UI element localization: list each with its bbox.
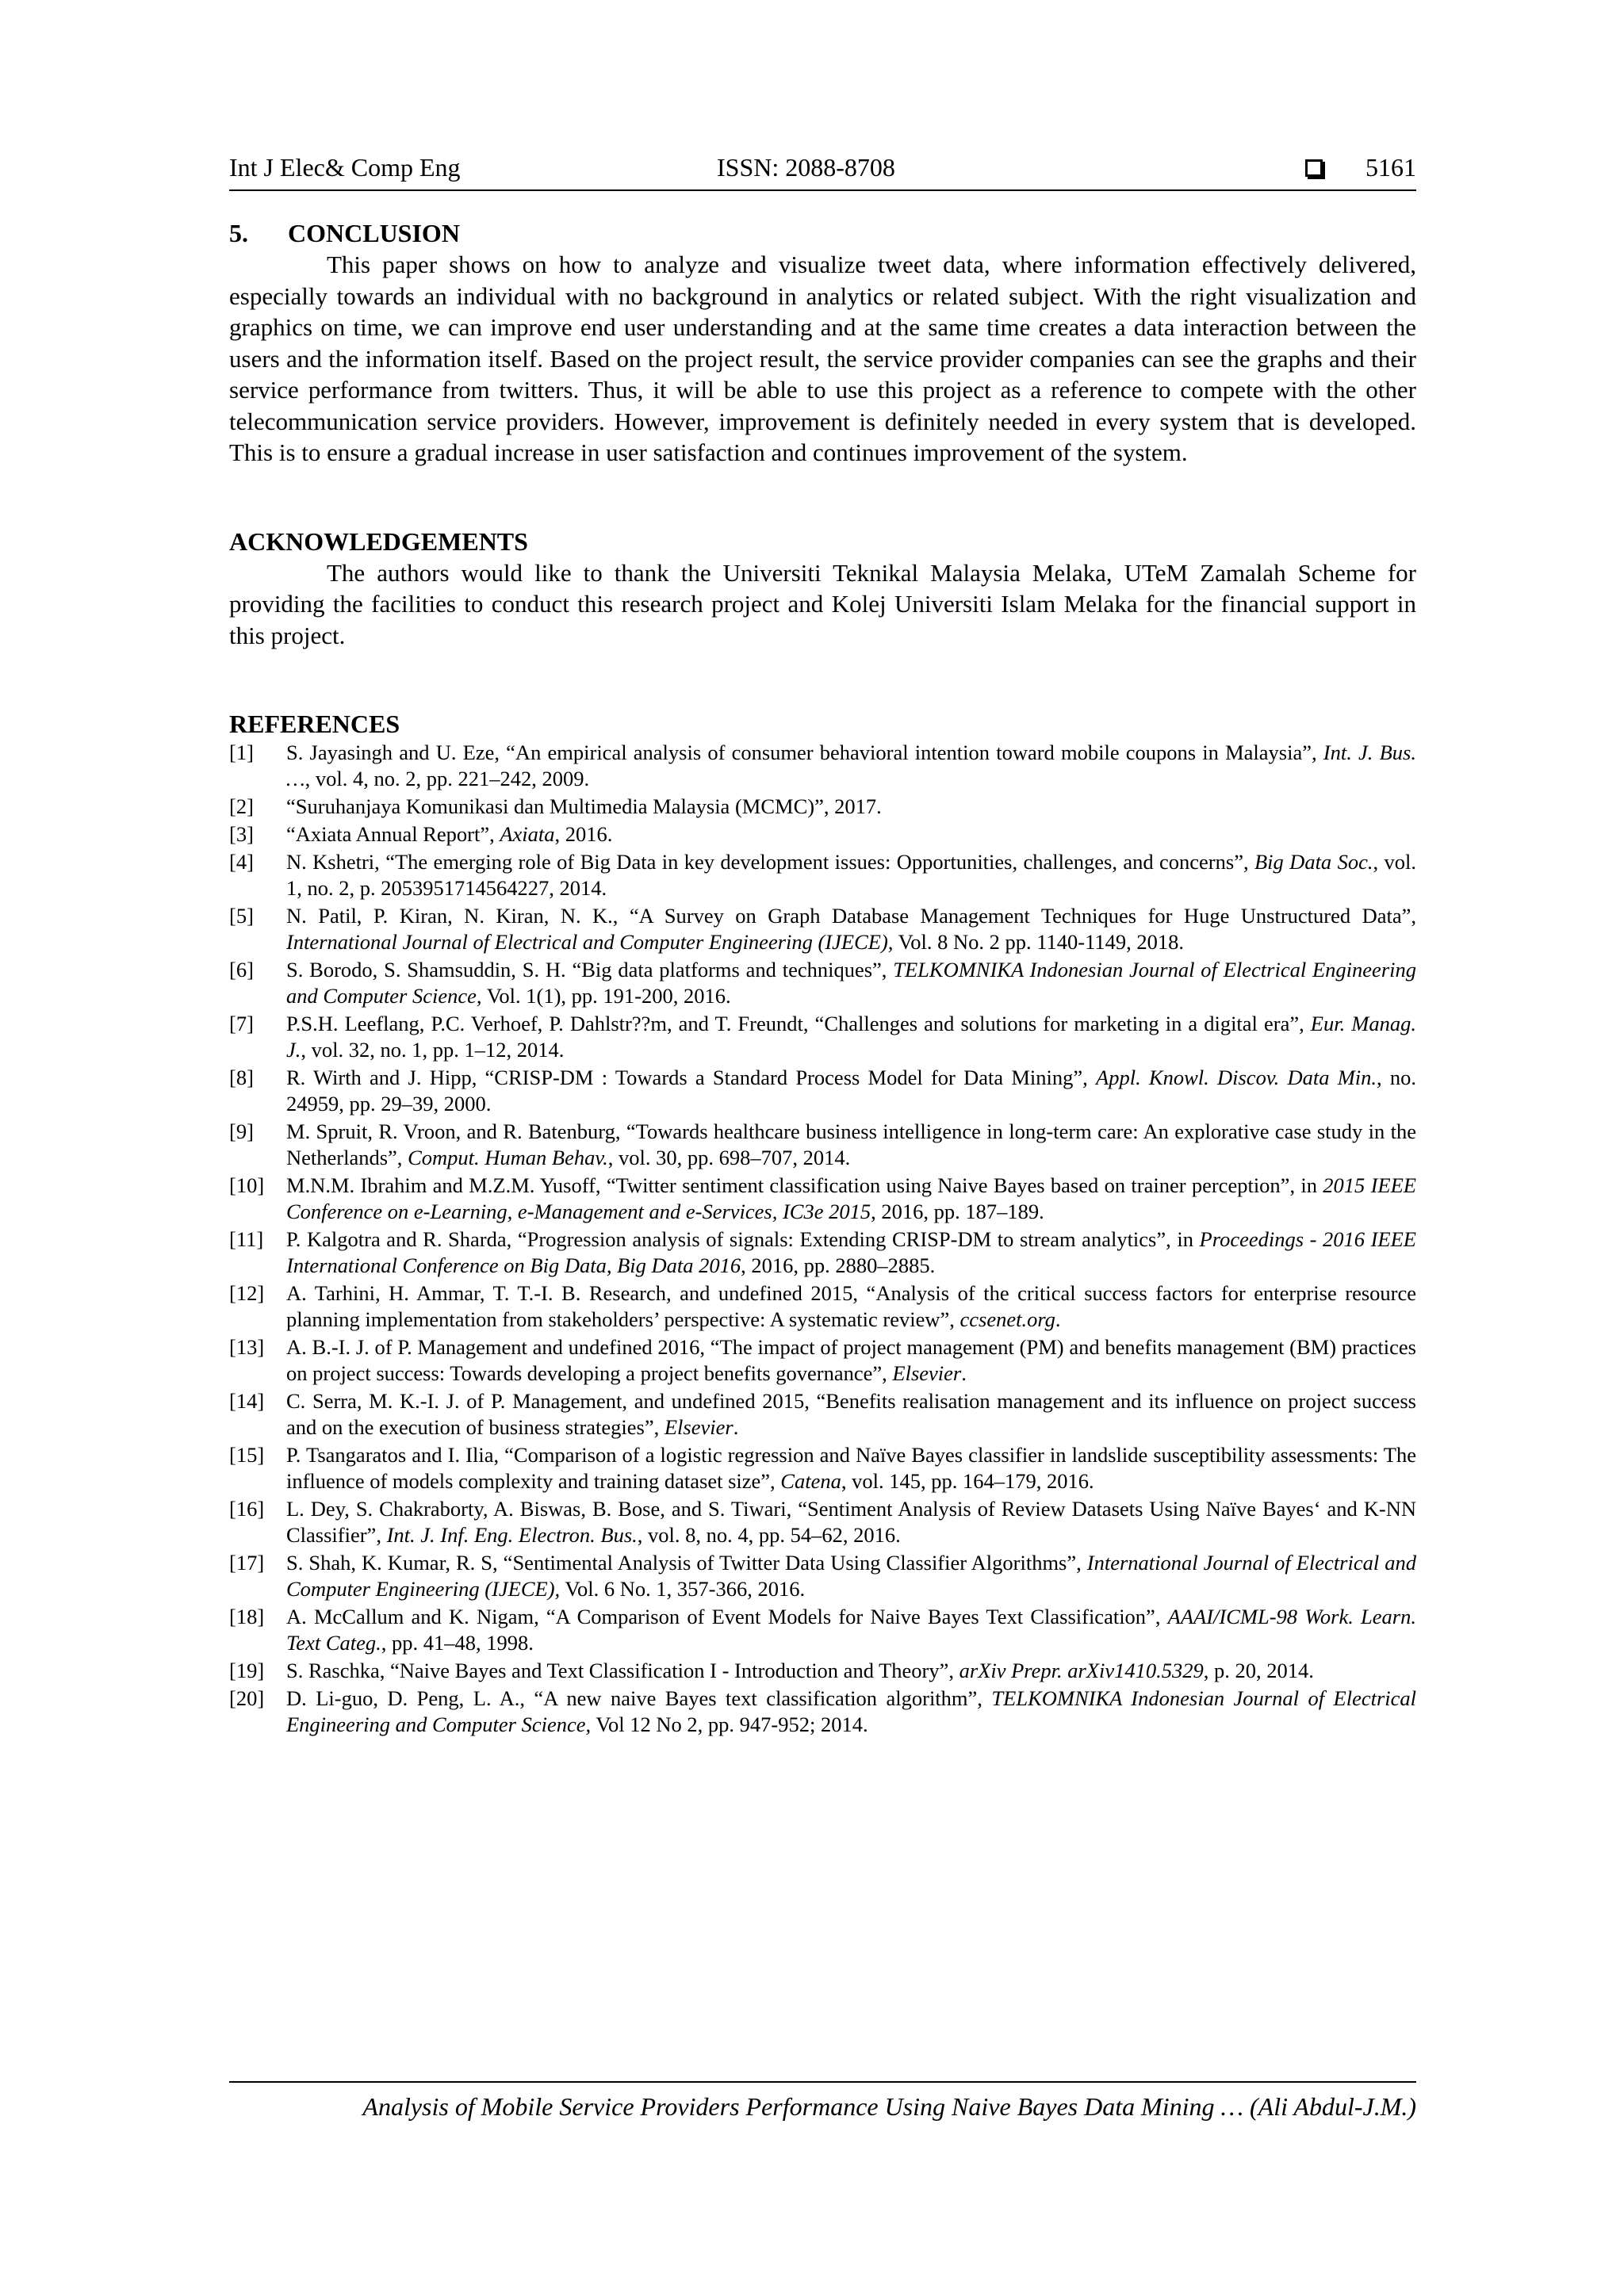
section-number: 5. bbox=[229, 219, 248, 247]
reference-details: , 2016. bbox=[554, 822, 613, 846]
reference-source: Comput. Human Behav. bbox=[408, 1146, 608, 1169]
reference-number: [4] bbox=[229, 850, 254, 874]
reference-item bbox=[229, 849, 1416, 901]
reference-text: S. Jayasingh and U. Eze, “An empirical analysis of consumer behavioral intention toward mobile coupons in Malaysia”, bbox=[286, 740, 1323, 764]
reference-source: TELKOMNIKA Indonesian Journal of Electrical Engineering and Computer Science, bbox=[286, 1686, 1417, 1736]
reference-item bbox=[229, 1550, 1416, 1602]
reference-text: R. Wirth and J. Hipp, “CRISP-DM : Towards a Standard Process Model for Data Mining”, bbox=[286, 1066, 1097, 1089]
reference-text: A. McCallum and K. Nigam, “A Comparison of Event Models for Naive Bayes Text Classification”, bbox=[286, 1605, 1168, 1628]
references-heading: REFERENCES bbox=[229, 710, 400, 738]
reference-number: [7] bbox=[229, 1012, 254, 1035]
page-content bbox=[229, 217, 1416, 1739]
reference-item bbox=[229, 1065, 1416, 1117]
reference-details: , vol. 8, no. 4, pp. 54–62, 2016. bbox=[637, 1523, 901, 1547]
reference-details: , 2016, pp. 187–189. bbox=[871, 1200, 1044, 1223]
reference-source: AAAI/ICML-98 Work. Learn. Text Categ. bbox=[286, 1605, 1416, 1655]
reference-item bbox=[229, 957, 1416, 1009]
reference-item bbox=[229, 1119, 1416, 1171]
reference-details: . bbox=[1055, 1307, 1061, 1331]
reference-item bbox=[229, 1280, 1416, 1333]
reference-text: C. Serra, M. K.-I. J. of P. Management, and undefined 2015, “Benefits realisation management and its influence on project success and on the execution of business strategies”, bbox=[286, 1389, 1416, 1439]
reference-item bbox=[229, 1011, 1416, 1063]
reference-details: , p. 20, 2014. bbox=[1203, 1659, 1314, 1682]
reference-number: [16] bbox=[229, 1497, 265, 1521]
reference-number: [6] bbox=[229, 958, 254, 982]
reference-source: Big Data Soc. bbox=[1254, 850, 1373, 874]
running-footer bbox=[229, 2081, 1416, 2122]
reference-text: N. Kshetri, “The emerging role of Big Data in key development issues: Opportunities, challenges, and concerns”, bbox=[286, 850, 1254, 874]
reference-text: A. Tarhini, H. Ammar, T. T.-I. B. Research, and undefined 2015, “Analysis of the critical success factors for enterprise resource planning implementation from stakeholders’ perspective: A systematic review”, bbox=[286, 1281, 1416, 1331]
reference-details: Vol. 1(1), pp. 191-200, 2016. bbox=[481, 984, 731, 1008]
reference-number: [3] bbox=[229, 822, 254, 846]
reference-details: , vol. 30, pp. 698–707, 2014. bbox=[607, 1146, 851, 1169]
reference-source: Eur. Manag. J. bbox=[286, 1012, 1416, 1062]
reference-text: “Suruhanjaya Komunikasi dan Multimedia Malaysia (MCMC)”, 2017. bbox=[286, 794, 882, 818]
reference-text: D. Li-guo, D. Peng, L. A., “A new naive Bayes text classification algorithm”, bbox=[286, 1686, 992, 1710]
reference-item bbox=[229, 1334, 1416, 1387]
reference-details: . bbox=[733, 1415, 739, 1439]
reference-item bbox=[229, 1658, 1416, 1684]
reference-source: International Journal of Electrical and Computer Engineering (IJECE), bbox=[286, 930, 894, 954]
section-title: CONCLUSION bbox=[288, 219, 460, 247]
reference-text: N. Patil, P. Kiran, N. Kiran, N. K., “A Survey on Graph Database Management Techniques for Huge Unstructured Data”, bbox=[286, 904, 1416, 928]
reference-number: [5] bbox=[229, 904, 254, 928]
conclusion-heading bbox=[229, 217, 1416, 249]
reference-text: P. Tsangaratos and I. Ilia, “Comparison of a logistic regression and Naïve Bayes classifier in landslide susceptibility assessments: The influence of models complexity and training dataset size”, bbox=[286, 1443, 1416, 1493]
reference-source: Elsevier bbox=[892, 1361, 962, 1385]
acknowledgements-text: The authors would like to thank the Universiti Teknikal Malaysia Melaka, UTeM Zamalah Scheme for providing the facilities to conduct this research project and Kolej Universiti Islam Melaka for the financial support in this project. bbox=[229, 558, 1416, 649]
reference-number: [15] bbox=[229, 1443, 265, 1467]
reference-text: P.S.H. Leeflang, P.C. Verhoef, P. Dahlstr??m, and T. Freundt, “Challenges and solutions for marketing in a digital era”, bbox=[286, 1012, 1311, 1035]
reference-item bbox=[229, 740, 1416, 792]
reference-details: Vol. 8 No. 2 pp. 1140-1149, 2018. bbox=[893, 930, 1185, 954]
reference-source: arXiv Prepr. arXiv1410.5329 bbox=[959, 1659, 1204, 1682]
footer-text: Analysis of Mobile Service Providers Performance Using Naive Bayes Data Mining … (Ali Abdul-J.M.) bbox=[362, 2092, 1416, 2121]
reference-source: Elsevier bbox=[664, 1415, 733, 1439]
reference-details: . bbox=[961, 1361, 967, 1385]
reference-text: P. Kalgotra and R. Sharda, “Progression analysis of signals: Extending CRISP-DM to stream analytics”, in bbox=[286, 1227, 1200, 1251]
reference-number: [20] bbox=[229, 1686, 265, 1710]
journal-name: Int J Elec& Comp Eng bbox=[229, 153, 461, 182]
reference-source: Int. J. Inf. Eng. Electron. Bus. bbox=[386, 1523, 638, 1547]
reference-item bbox=[229, 1226, 1416, 1279]
reference-text: M. Spruit, R. Vroon, and R. Batenburg, “Towards healthcare business intelligence in long-term care: An explorative case study in the Netherlands”, bbox=[286, 1119, 1416, 1169]
reference-number: [9] bbox=[229, 1119, 254, 1143]
reference-number: [8] bbox=[229, 1066, 254, 1089]
reference-number: [14] bbox=[229, 1389, 265, 1413]
reference-number: [10] bbox=[229, 1173, 265, 1197]
reference-item bbox=[229, 1686, 1416, 1738]
reference-number: [1] bbox=[229, 740, 254, 764]
reference-text: M.N.M. Ibrahim and M.Z.M. Yusoff, “Twitter sentiment classification using Naive Bayes based on trainer perception”, in bbox=[286, 1173, 1323, 1197]
reference-item bbox=[229, 794, 1416, 820]
references-list bbox=[229, 740, 1416, 1738]
reference-details: , pp. 41–48, 1998. bbox=[381, 1631, 534, 1655]
reference-source: 2015 IEEE Conference on e-Learning, e-Management and e-Services, IC3e 2015 bbox=[286, 1173, 1416, 1223]
reference-item bbox=[229, 1604, 1416, 1656]
reference-source: Appl. Knowl. Discov. Data Min. bbox=[1096, 1066, 1377, 1089]
reference-number: [12] bbox=[229, 1281, 265, 1305]
reference-number: [17] bbox=[229, 1551, 265, 1575]
reference-source: TELKOMNIKA Indonesian Journal of Electrical Engineering and Computer Science, bbox=[286, 958, 1416, 1008]
reference-text: S. Raschka, “Naive Bayes and Text Classification I - Introduction and Theory”, bbox=[286, 1659, 959, 1682]
reference-text: “Axiata Annual Report”, bbox=[286, 822, 500, 846]
running-header bbox=[229, 153, 1416, 191]
issn: ISSN: 2088-8708 bbox=[717, 153, 895, 182]
reference-item bbox=[229, 821, 1416, 848]
reference-details: Vol 12 No 2, pp. 947-952; 2014. bbox=[591, 1712, 868, 1736]
reference-source: Catena bbox=[780, 1469, 841, 1493]
reference-item bbox=[229, 1442, 1416, 1494]
reference-details: , vol. 1, no. 2, p. 2053951714564227, 2014. bbox=[286, 850, 1416, 900]
reference-text: S. Borodo, S. Shamsuddin, S. H. “Big data platforms and techniques”, bbox=[286, 958, 894, 982]
reference-item bbox=[229, 1173, 1416, 1225]
reference-item bbox=[229, 1496, 1416, 1548]
reference-source: ccsenet.org bbox=[959, 1307, 1055, 1331]
reference-number: [13] bbox=[229, 1335, 265, 1359]
reference-text: S. Shah, K. Kumar, R. S, “Sentimental Analysis of Twitter Data Using Classifier Algorithms”, bbox=[286, 1551, 1087, 1575]
reference-source: Int. J. Bus. … bbox=[286, 740, 1416, 790]
square-icon bbox=[1305, 159, 1323, 177]
reference-source: Axiata bbox=[500, 822, 555, 846]
reference-details: , vol. 4, no. 2, pp. 221–242, 2009. bbox=[304, 767, 590, 790]
reference-source: International Journal of Electrical and Computer Engineering (IJECE), bbox=[286, 1551, 1416, 1601]
reference-number: [2] bbox=[229, 794, 254, 818]
reference-text: L. Dey, S. Chakraborty, A. Biswas, B. Bose, and S. Tiwari, “Sentiment Analysis of Review Datasets Using Naïve Bayes‘ and K-NN Classifier”, bbox=[286, 1497, 1416, 1547]
acknowledgements-heading: ACKNOWLEDGEMENTS bbox=[229, 526, 528, 556]
reference-details: , vol. 145, pp. 164–179, 2016. bbox=[841, 1469, 1094, 1493]
reference-item bbox=[229, 1388, 1416, 1441]
page-number: 5161 bbox=[1365, 153, 1416, 182]
reference-number: [19] bbox=[229, 1659, 265, 1682]
reference-details: Vol. 6 No. 1, 357-366, 2016. bbox=[560, 1577, 806, 1601]
reference-details: , 2016, pp. 2880–2885. bbox=[741, 1253, 936, 1277]
reference-number: [11] bbox=[229, 1227, 264, 1251]
reference-item bbox=[229, 903, 1416, 955]
reference-source: Proceedings - 2016 IEEE International Conference on Big Data, Big Data 2016 bbox=[286, 1227, 1416, 1277]
reference-text: A. B.-I. J. of P. Management and undefined 2016, “The impact of project management (PM) and benefits management (BM) practices on project success: Towards developing a project benefits governance”, bbox=[286, 1335, 1416, 1385]
reference-details: , no. 24959, pp. 29–39, 2000. bbox=[286, 1066, 1416, 1115]
reference-details: , vol. 32, no. 1, pp. 1–12, 2014. bbox=[301, 1038, 565, 1062]
conclusion-text: This paper shows on how to analyze and visualize tweet data, where information effectively delivered, especially towards an individual with no background in analytics or related subject. With the right visualization and graphics on time, we can improve end user understanding and at the same time creates a data interaction between the users and the information itself. Based on the project result, the service provider companies can see the graphs and their service performance from twitters. Thus, it will be able to use this project as a reference to compete with the other telecommunication service providers. However, improvement is definitely needed in every system that is developed. This is to ensure a gradual increase in user satisfaction and continues improvement of the system. bbox=[229, 251, 1416, 466]
reference-number: [18] bbox=[229, 1605, 265, 1628]
